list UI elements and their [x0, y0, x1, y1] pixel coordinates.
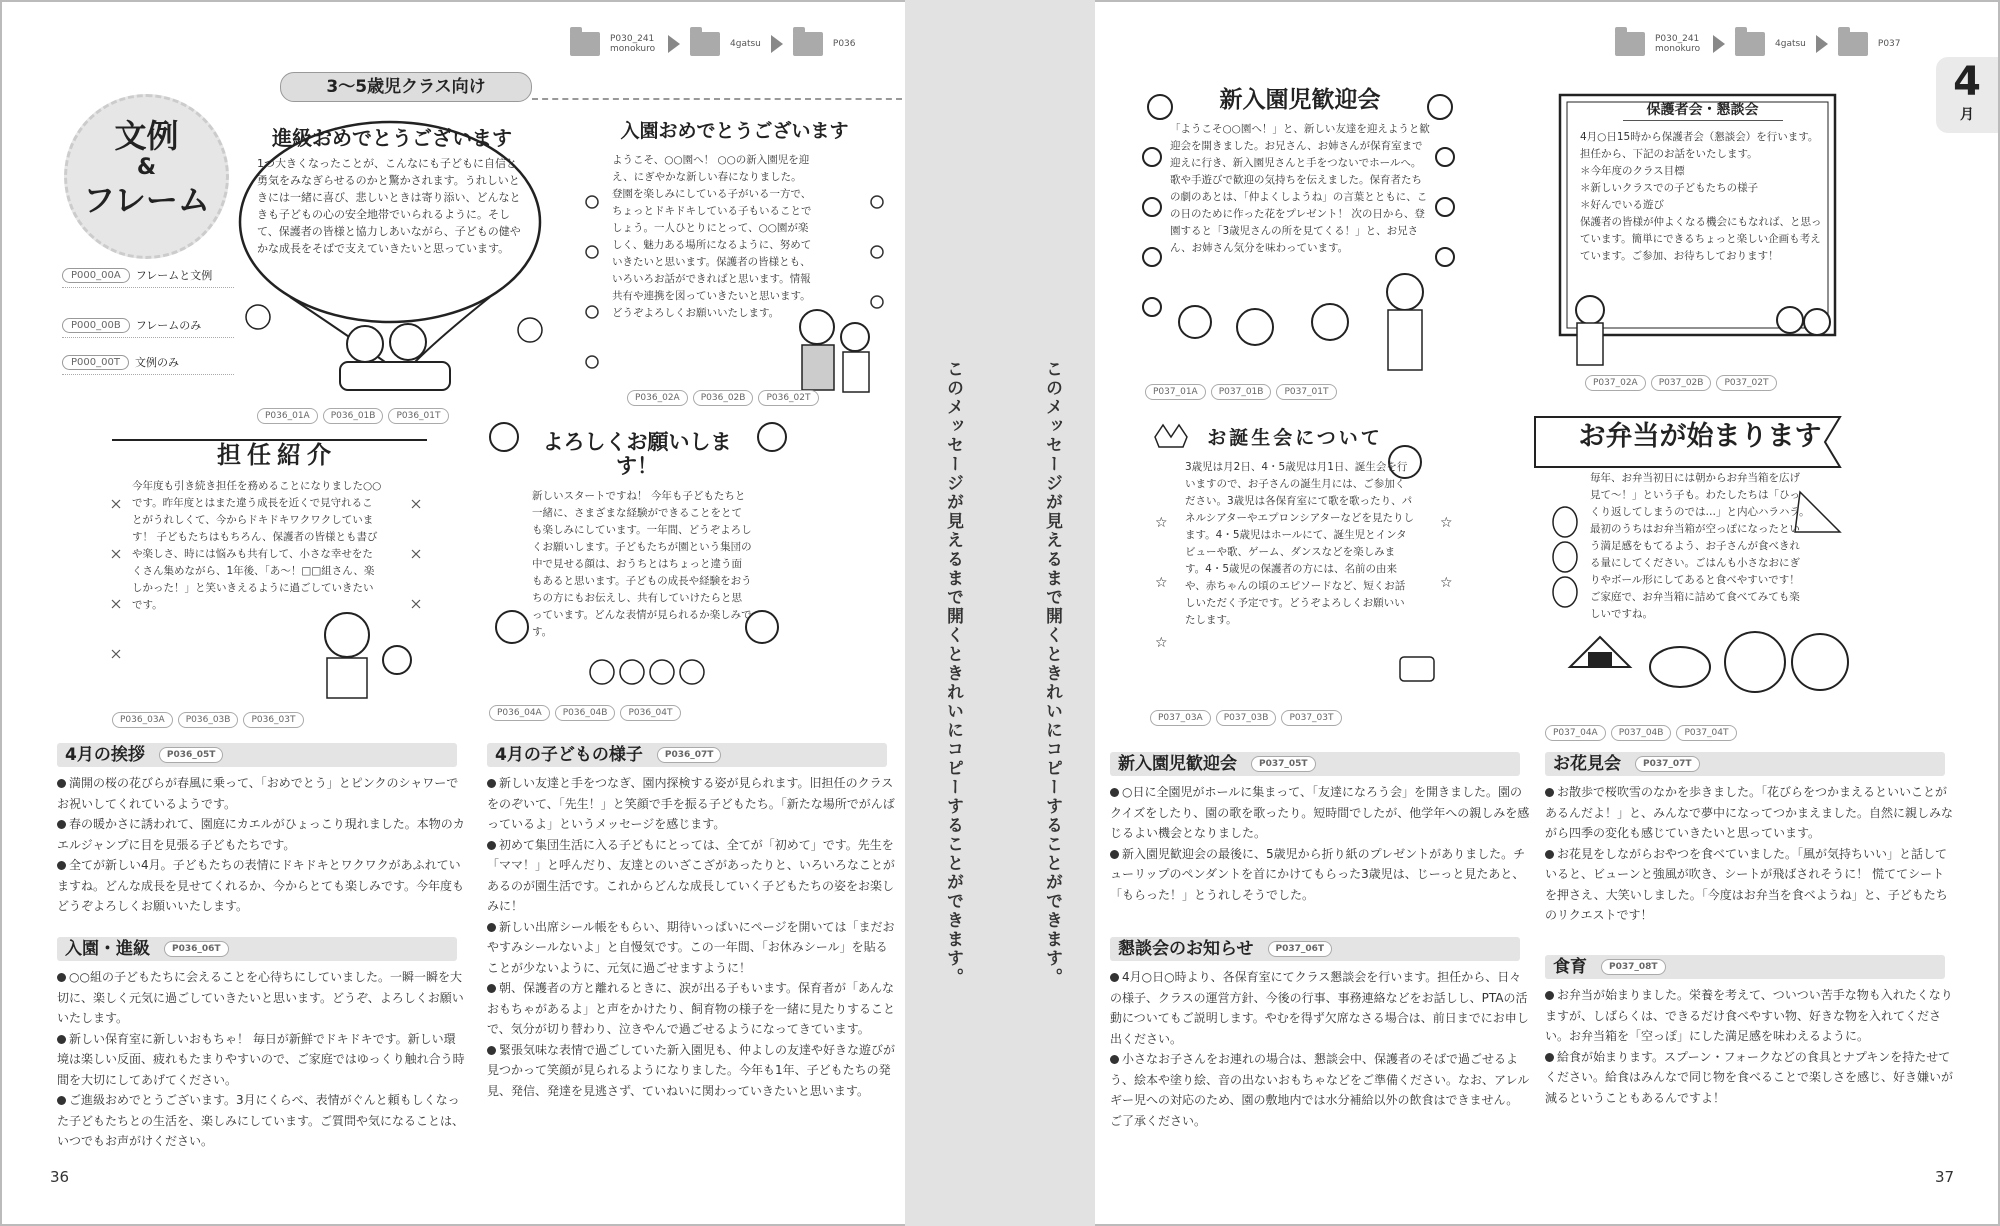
arrow-right-icon [668, 35, 680, 53]
gutter-message: このメッセージが見えるまで開くときれいにコピーすることができます。 [943, 360, 963, 987]
frame-title: 進級おめでとうございます [272, 126, 512, 150]
month-unit: 月 [1960, 107, 1974, 123]
code-chip: P036_04A [489, 705, 550, 721]
folder-icon [1735, 32, 1765, 56]
path-folder2: 4gatsu [1775, 39, 1806, 49]
left-page [0, 0, 905, 1226]
frame-promotion [257, 127, 527, 257]
para-text: 緊張気味な表情で過ごしていた新入園児も、仲よしの友達や好きな遊びが見つかって笑顔が見られるようになりました。今年も1年、子どもたちの発見、発信、発達を見逃さず、ていねいに関わっていきたいと思います。 [487, 1042, 896, 1098]
frame-codes [257, 408, 449, 424]
section-tag: 3～5歳児クラス向け [280, 72, 532, 102]
path-folder1: P030_241 monokuro [610, 34, 656, 54]
file-row [62, 354, 234, 375]
gutter-message: このメッセージが見えるまで開くときれいにコピーすることができます。 [1042, 360, 1062, 987]
para-text: 春の暖かさに誘われて、園庭にカエルがひょっこり現れました。本物のカエルジャンプに目を見張る子どもたちです。 [57, 817, 465, 852]
svg-text:☆: ☆ [1155, 635, 1168, 651]
code-chip: P037_02T [1716, 375, 1776, 391]
bullet-icon [1545, 850, 1554, 859]
folder-icon [690, 32, 720, 56]
frame-body: 「ようこそ○○園へ！」と、新しい友達を迎えようと歓迎会を開きました。お兄さん、お姉さんが保育室まで迎えに行き、新入園児さんと手をつないでホールへ。歌や手遊びで歓迎の気持ちを伝えました。保育者たちの劇のあとは、「仲よくしようね」の言葉とともに、この日のために作った花をプレゼント！ 次の日から、登園すると「3歳児さんの所を見てくる！」と、お兄さん、お姉さん気分を味わっています。 [1170, 123, 1430, 254]
gutter [905, 0, 1095, 1226]
code-chip: P037_02B [1651, 375, 1712, 391]
code-chip: P036_05T [159, 747, 224, 763]
code-chip: P037_01A [1145, 384, 1206, 400]
bullet-icon [57, 779, 66, 788]
code-chip: P037_04A [1545, 725, 1606, 741]
frame-codes [1150, 710, 1342, 726]
section-title: 食育 [1553, 957, 1587, 977]
section-title: 入園・進級 [65, 939, 150, 959]
file-code: P000_00B [62, 318, 130, 333]
code-chip: P037_03A [1150, 710, 1211, 726]
file-row [62, 317, 234, 338]
folder-icon [570, 32, 600, 56]
code-chip: P037_03B [1216, 710, 1277, 726]
para-text: 小さなお子さんをお連れの場合は、懇談会中、保護者のそばで過ごせるよう、絵本や塗り絵、音の出ないおもちゃなどをご準備ください。なお、アレルギー児への対応のため、園の敷地内では水分補給以外の飲食はできません。ご了承ください。 [1110, 1052, 1530, 1128]
para-text: 朝、保護者の方と離れるときに、涙が出る子もいます。保育者が「あんなおもちゃがあるよ」と声をかけたり、飼育物の様子を一緒に見たりすることで、気分が切り替わり、泣きやんで過ごせるようになってきています。 [487, 981, 896, 1036]
bullet-icon [1545, 991, 1554, 1000]
svg-text:☆: ☆ [1155, 575, 1168, 591]
para-text: 新入園児歓迎会の最後に、5歳児から折り紙のプレゼントがありました。チューリップのペンダントを首にかけてもらった3歳児は、じーっと見たあと、「もらった！」とうれしそうでした。 [1110, 846, 1526, 902]
code-chip: P036_04B [555, 705, 616, 721]
frame-title: よろしくお願いします！ [542, 430, 732, 478]
section-header [57, 743, 457, 767]
section-body [1545, 985, 1955, 1108]
file-code: P000_00A [62, 268, 130, 283]
file-label: フレームと文例 [135, 269, 213, 282]
page-number: 37 [1935, 1168, 1955, 1186]
frame-codes [1145, 384, 1337, 400]
month-number: 4 [1953, 59, 1981, 105]
frame-body: 今年度も引き続き担任を務めることになりました○○です。昨年度とはまた違う成長を近くで見守れることがうれしくて、今からドキドキワクワクしています！ 子どもたちはもちろん、保護者の皆様とも書びや楽しさ、時には悩みも共有して、小さな幸せをたくさん集めながら、1年後、「あ～！□□組さん、楽しかった！」と笑いきえるように過ごしていきたいです。 [132, 480, 382, 611]
frame-codes [1585, 375, 1777, 391]
frame-meeting [1580, 100, 1825, 265]
section-title: 新入園児歓迎会 [1118, 754, 1237, 774]
frame-title: 担任紹介 [217, 441, 337, 469]
section-para [57, 855, 467, 917]
file-code: P000_00T [62, 355, 129, 370]
section-para [1545, 844, 1955, 926]
section-title: 懇談会のお知らせ [1118, 939, 1254, 959]
title-line-3: フレーム [83, 181, 210, 219]
section-para [487, 978, 897, 1040]
code-chip: P036_01A [257, 408, 318, 424]
frame-codes [489, 705, 681, 721]
para-text: 給食が始まります。スプーン・フォークなどの食具とナプキンを持たせてください。給食はみんなで同じ物を食べることで楽しさを感じ、好き嫌いが減るということもあるんですよ！ [1545, 1049, 1954, 1105]
section-header [1545, 752, 1945, 776]
frame-body: 3歳児は月2日、4・5歳児は月1日、誕生会を行いますので、お子さんの誕生月には、ご参加ください。3歳児は各保育室にて歌を歌ったり、パネルシアターやエプロンシアターなどを見たりします。4・5歳児はホールにて、誕生児とインタビューや歌、ゲーム、ダンスなどを楽しみます。4・5歳児の保護者の方には、名前の由来や、赤ちゃんの頃のエピソードなど、短くお話しいただく予定です。どうぞよろしくお願いいたします。 [1185, 461, 1415, 626]
folder-icon [793, 32, 823, 56]
section-body [57, 773, 467, 917]
frame-lunch [1550, 422, 1850, 623]
month-tab [1936, 57, 1998, 133]
frame-codes [627, 390, 819, 406]
frame-body: ようこそ、○○園へ！ ○○の新入園児を迎え、にぎやかな新しい春になりました。登園を楽しみにしている子がいる一方で、ちょっとドキドキしている子もいることでしょう。一人ひとりにとって、○○園が楽しく、魅力ある場所になるように、努めていきたいと思います。保護者の皆様とも、いろいろお話ができればと思います。情報共有や連携を図っていきたいと思います。どうぞよろしくお願いいたします。 [612, 154, 812, 319]
section-body [1110, 967, 1530, 1131]
bullet-icon [1110, 788, 1119, 797]
divider [532, 98, 902, 100]
para-text: 満開の桜の花びらが春風に乗って、「おめでとう」とピンクのシャワーでお祝いしてくれているようです。 [57, 776, 459, 811]
code-chip: P037_08T [1601, 959, 1666, 975]
frame-greeting [522, 430, 752, 641]
section-para [487, 773, 897, 835]
bullet-icon [57, 820, 66, 829]
section-para [1110, 844, 1530, 906]
folder-icon [1838, 32, 1868, 56]
section-header [57, 937, 457, 961]
frame-body: 4月○日15時から保護者会（懇談会）を行います。担任から、下記のお話をいたします。 [1580, 131, 1819, 160]
frame-codes [1545, 725, 1737, 741]
code-chip: P037_01T [1276, 384, 1336, 400]
section-para [487, 835, 897, 917]
section-para [1110, 782, 1530, 844]
file-row [62, 267, 234, 288]
frame-body: 1つ大きくなったことが、こんなにも子どもに自信と勇気をみなぎらせるのかと驚かされます。うれしいときには一緒に喜び、悲しいときは寄り添い、どんなときも子どもの心の安全地帯でいられるように。そして、保護者の皆様と協力しあいながら、子どもの健やかな成長をそばで支えていきたいと思っています。 [257, 157, 521, 255]
bullet-icon [487, 841, 496, 850]
code-chip: P037_01B [1211, 384, 1272, 400]
code-chip: P037_06T [1268, 941, 1333, 957]
section-para [57, 1090, 467, 1152]
code-chip: P036_02T [758, 390, 818, 406]
code-chip: P036_03B [178, 712, 239, 728]
code-chip: P036_01B [323, 408, 384, 424]
code-chip: P037_05T [1251, 756, 1316, 772]
frame-list-item: ＊新しいクラスでの子どもたちの様子 [1580, 182, 1759, 194]
section-body [1110, 782, 1530, 905]
para-text: 初めて集団生活に入る子どもにとっては、全てが「初めて」です。先生を「ママ！」と呼んだり、友達とのいざこざがあったりと、いろいろなことがあるのが園生活です。これからどんな成長していく子どもたちの姿をお楽しみに！ [487, 837, 895, 913]
path-folder2: 4gatsu [730, 39, 761, 49]
frame-teacher-intro [132, 442, 422, 614]
para-text: お散歩で桜吹雪のなかを歩きました。「花びらをつかまえるといいことがあるんだよ！」と、みんなで夢中になってつかまえました。自然に親しみながら四季の変化も感じていきたいと思っています。 [1545, 785, 1954, 840]
para-text: ご進級おめでとうございます。3月にくらべ、表情がぐんと頼もしくなった子どもたちとの生活を、楽しみにしています。ご質問や気になることは、いつでもお声がけください。 [57, 1093, 465, 1148]
bullet-icon [1110, 1055, 1119, 1064]
section-header [1110, 937, 1520, 961]
section-title: 4月の子どもの様子 [495, 745, 643, 765]
para-text: お弁当が始まりました。栄養を考えて、ついつい苦手な物も入れたくなりますが、しばらくは、できるだけ食べやすい物、好きな物を入れてください。お弁当箱を「空っぽ」にした満足感を味わえるように。 [1545, 988, 1953, 1043]
frame-body: 新しいスタートですね！ 今年も子どもたちと一緒に、さまざまな経験ができることをとても楽しみにしています。一年間、どうぞよろしくお願いします。子どもたちが園という集団の中で見せる顔は、おうちとはちょっと違う面もあると思います。子どもの成長や経験をおうちの方にもお伝えし、共有していけたらと思っています。どんな表情が見られるか楽しみです。 [532, 490, 752, 638]
section-header [1545, 955, 1945, 979]
frame-title: 新入園児歓迎会 [1219, 87, 1381, 113]
title-line-2: & [136, 155, 157, 180]
section-body [1545, 782, 1955, 926]
section-para [57, 814, 467, 855]
frame-title: お誕生会について [1207, 427, 1383, 449]
code-chip: P036_01T [388, 408, 448, 424]
arrow-right-icon [1816, 35, 1828, 53]
bullet-icon [1545, 1053, 1554, 1062]
right-page [1095, 0, 2000, 1226]
arrow-right-icon [771, 35, 783, 53]
frame-title: お弁当が始まります [1578, 421, 1822, 452]
section-para [1545, 782, 1955, 844]
section-para [57, 773, 467, 814]
code-chip: P036_07T [657, 747, 722, 763]
code-chip: P037_04B [1611, 725, 1672, 741]
path-indicator [1615, 32, 1901, 56]
code-chip: P036_03T [243, 712, 303, 728]
code-chip: P037_02A [1585, 375, 1646, 391]
frame-welcome [1170, 87, 1430, 257]
section-para [1110, 967, 1530, 1049]
section-para [57, 967, 467, 1029]
section-para [487, 1040, 897, 1102]
frame-body: 毎年、お弁当初日には朝からお弁当箱を広げ見て～！」という子も。わたしたちは「ひっくり返してしまうのでは…」と内心ハラハラ。最初のうちはお弁当箱が空っぽになったという満足感をもてるよう、お子さんが食べきれる量にしてください。ごはんも小さなおにぎりやボール形にしてあると食べやすいです！ ご家庭で、お弁当箱に詰めて食べてみても楽しいですね。 [1590, 472, 1810, 620]
para-text: 新しい友達と手をつなぎ、園内探検する姿が見られます。旧担任のクラスをのぞいて、「先生！」と笑顔で手を振る子どもたち。「新たな場所でがんばっているよ」というメッセージを感じます。 [487, 776, 895, 831]
file-label: フレームのみ [135, 319, 202, 332]
section-header [487, 743, 887, 767]
page-number: 36 [50, 1168, 70, 1186]
code-chip: P036_02B [693, 390, 754, 406]
code-chip: P036_02A [627, 390, 688, 406]
frame-enrollment [597, 120, 872, 322]
bullet-icon [1545, 788, 1554, 797]
code-chip: P036_04T [620, 705, 680, 721]
frame-title: 保護者会・懇談会 [1623, 100, 1783, 121]
para-text: ○日に全園児がホールに集まって、「友達になろう会」を開きました。園のクイズをしたり、園の歌を歌ったり。短時間でしたが、他学年への親しみを感じるよい機会となりました。 [1110, 785, 1530, 840]
para-text: 新しい保育室に新しいおもちゃ！ 毎日が新鮮でドキドキです。新しい環境は楽しい反面、疲れもたまりやすいので、ご家庭ではゆっくり触れ合う時間を大切にしてあげてください。 [57, 1031, 465, 1087]
path-folder3: P036 [832, 39, 856, 49]
code-chip: P036_06T [164, 941, 229, 957]
para-text: お花見をしながらおやつを食べていました。「風が気持ちいい」と話していると、ビューンと強風が吹き、シートが飛ばされそうに！ 慌ててシートを押さえ、大笑いしました。「今度はお弁当を食べようね」と、子どもたちのリクエストです！ [1545, 846, 1948, 922]
code-chip: P036_03A [112, 712, 173, 728]
bullet-icon [57, 1096, 66, 1105]
section-body [57, 967, 467, 1152]
bullet-icon [57, 861, 66, 870]
circle-title [64, 94, 229, 259]
code-chip: P037_04T [1676, 725, 1736, 741]
para-text: 全てが新しい4月。子どもたちの表情にドキドキとワクワクがあふれていますね。どんな成長を見せてくれるか、今からとても楽しみです。今年度もどうぞよろしくお願いいたします。 [57, 858, 465, 913]
section-para [1110, 1049, 1530, 1131]
title-line-1: 文例 [114, 117, 179, 155]
arrow-right-icon [1713, 35, 1725, 53]
section-para [1545, 1047, 1955, 1109]
bullet-icon [57, 1035, 66, 1044]
svg-text:☆: ☆ [1440, 515, 1453, 531]
section-para [57, 1029, 467, 1091]
frame-body-2: 保護者の皆様が仲よくなる機会にもなれば、と思っています。簡単にできるちょっと楽しい企画も考えています。ご参加、お待ちしております！ [1580, 216, 1822, 262]
section-body [487, 773, 897, 1101]
path-folder1: P030_241 monokuro [1655, 34, 1701, 54]
frame-title: 入園おめでとうございます [620, 120, 849, 142]
path-indicator [570, 32, 856, 56]
para-text: 4月○日○時より、各保育室にてクラス懇談会を行います。担任から、日々の様子、クラスの運営方針、今後の行事、事務連絡などをお話しし、PTAの活動についてもご説明します。やむを得ず欠席なさる場合は、前日までにお申し出ください。 [1110, 970, 1529, 1046]
section-header [1110, 752, 1520, 776]
svg-text:☆: ☆ [1155, 515, 1168, 531]
bullet-icon [1110, 850, 1119, 859]
bullet-icon [487, 779, 496, 788]
bullet-icon [487, 1046, 496, 1055]
bullet-icon [487, 984, 496, 993]
bullet-icon [57, 973, 66, 982]
frame-list-item: ＊今年度のクラス目標 [1580, 165, 1685, 177]
file-label: 文例のみ [134, 356, 179, 369]
frame-list-item: ＊好んでいる遊び [1580, 199, 1664, 211]
section-para [487, 917, 897, 979]
svg-text:☆: ☆ [1440, 575, 1453, 591]
para-text: 新しい出席シール帳をもらい、期待いっぱいにページを開いては「まだおやすみシールないよ」と自慢気です。この一年間、「お休みシール」を貼ることが少ないように、元気に過ごせますように！ [487, 919, 895, 975]
code-chip: P037_03T [1281, 710, 1341, 726]
section-para [1545, 985, 1955, 1047]
path-folder3: P037 [1877, 39, 1901, 49]
para-text: ○○組の子どもたちに会えることを心待ちにしていました。一瞬一瞬を大切に、楽しく元気に過ごしていきたいと思います。どうぞ、よろしくお願いいたします。 [57, 970, 464, 1025]
bullet-icon [487, 923, 496, 932]
frame-birthday [1175, 427, 1415, 629]
section-title: 4月の挨拶 [65, 745, 145, 765]
frame-codes [112, 712, 304, 728]
section-title: お花見会 [1553, 754, 1621, 774]
bullet-icon [1110, 973, 1119, 982]
folder-icon [1615, 32, 1645, 56]
code-chip: P037_07T [1635, 756, 1700, 772]
